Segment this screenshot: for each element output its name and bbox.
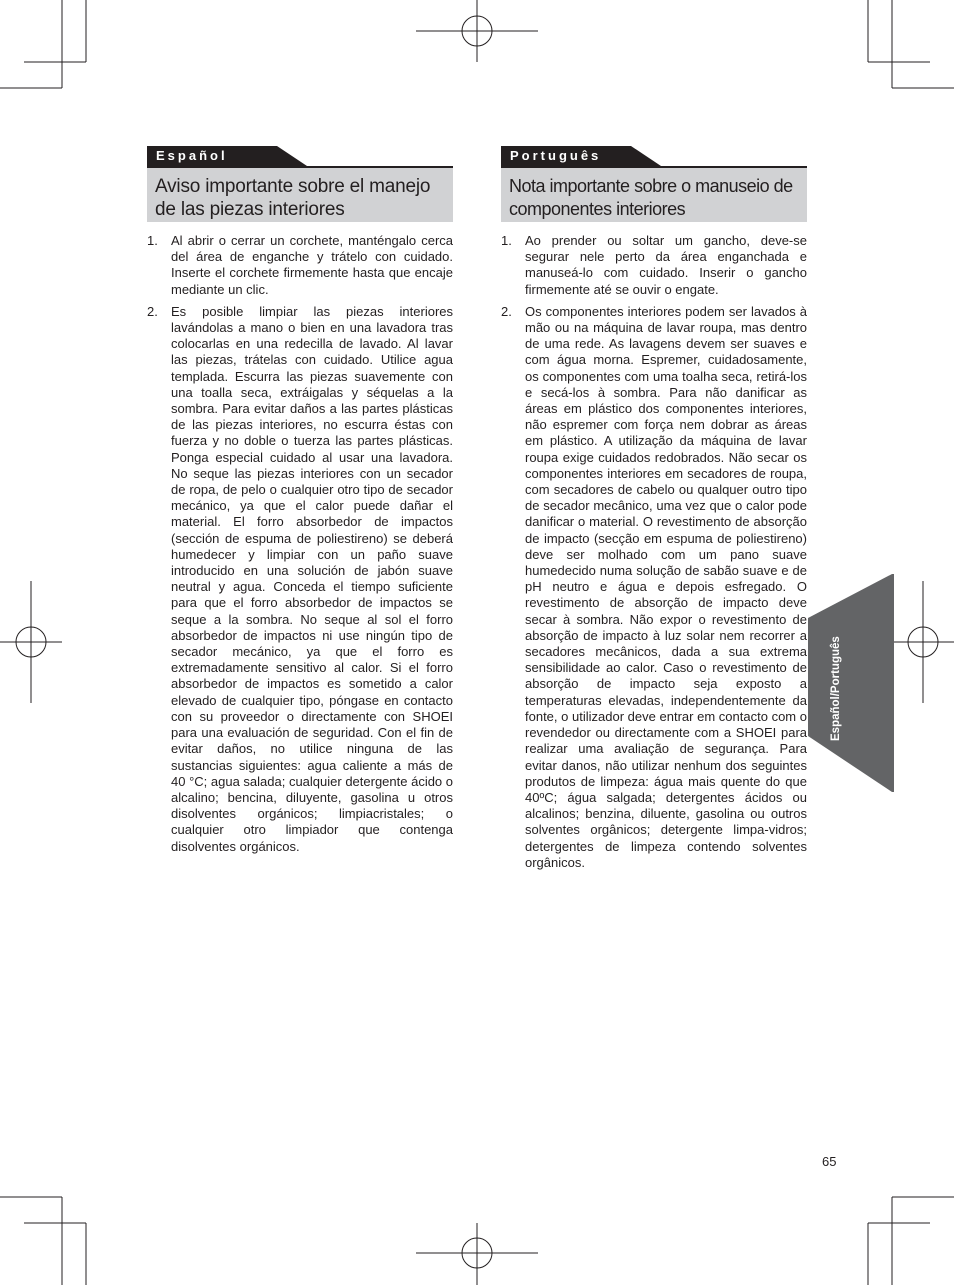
language-label: Português <box>510 148 602 163</box>
spanish-section <box>147 146 453 861</box>
item-text: Al abrir o cerrar un corchete, manténgalo cerca del área de enganche y trátelo con cuidado. Inserte el corchete firmemente hasta que encaje mediante un clic. <box>171 233 453 297</box>
page-number: 65 <box>822 1154 837 1169</box>
section-heading-box <box>147 166 453 222</box>
item-text: Es posible limpiar las piezas interiores lavándolas a mano o bien en una lavadora tras colocarlas en una redecilla de lavado. Al lavar las piezas, trátelas con cuidado. Utilice agua templada. Escurra las piezas suavemente con una toalla seca, extráigalas y séquelas a la sombra. Para evitar daños a las partes plásticas de las piezas interiores, no escurra éstas con fuerza y no doble o tuerza las partes plásticas. Ponga especial cuidado al usar una lavadora. No seque las piezas interiores con un secador de ropa, de pelo o cualquier otro tipo de secador mecánico, ya que el calor puede dañar el material. El forro absorbedor de impactos (sección de espuma de poliestireno) se deberá humedecer y limpiar con un paño suave introducido en una solución de jabón suave neutral y agua. Conceda el tiempo suficiente para que el forro absorbedor de impactos se seque a la sombra. No seque al sol el forro absorbedor de impactos ni use ningún tipo de secador mecánico, ya que el forro es extremadamente sensitivo al calor. Si el forro absorbedor de impactos es sometido a calor elevado de cualquier tipo, póngase en contacto con su proveedor o directamente con SHOEI para una evaluación de seguridad. Con el fin de evitar daños, no utilice ninguna de las sustancias siguientes: agua caliente a más de 40 °C; agua salada; cualquier detergente ácido o alcalino; bencina, diluyente, gasolina u otros disolventes orgánicos; limpiacristales; o cualquier otro limpiador que contenga disolventes orgánicos. <box>171 303 454 854</box>
list-item <box>147 233 453 298</box>
side-tab-shape <box>808 574 894 792</box>
item-number: 2. <box>147 303 158 319</box>
language-label: Español <box>156 148 228 163</box>
item-text: Os componentes interiores podem ser lavados à mão ou na máquina de lavar roupa, mas dentro de uma rede. As lavagens devem ser suaves e com água morna. Espremer, cuidadosamente, os componentes com uma toalha seca, retirá-los e secá-los à sombra. Para não danificar as áreas em plástico dos componentes interiores, não espremer com força nem dobrar as áreas em plástico. A utilização da máquina de lavar roupa exige cuidados redobrados. Não secar os componentes interiores em secadores de roupa, com secadores de cabelo ou qualquer outro tipo de secador mecânico, uma vez que o calor pode danificar o material. O revestimento de absorção de impacto (secção em espuma de poliestireno) deve ser molhado com um pano suave humedecido numa solução de sabão suave e de pH neutro e água e depois esfregado. O revestimento de absorção de impacto deve secar à sombra. Não expor o revestimento de absorção de impacto à luz solar nem recorrer a secadores mecânicos, dada a sua extrema sensibilidade ao calor. Caso o revestimento de absorção de impacto seja exposto a temperaturas elevadas, independentemente da fonte, o utilizador deve entrar em contacto com o revendedor ou directamente com a SHOEI para realizar uma avaliação de segurança. Para evitar danos, não utilizar nenhum dos seguintes produtos de limpeza: água mais quente do que 40ºC; água salgada; detergentes ácidos ou alcalinos; benzina, diluente, gasolina ou outros solventes orgânicos; detergente limpa-vidros; detergentes de limpeza contendo solventes orgânicos. <box>525 303 807 870</box>
item-number: 1. <box>147 233 158 248</box>
instruction-list <box>147 233 453 855</box>
section-title: Aviso importante sobre el manejo de las piezas interiores <box>155 176 431 220</box>
portuguese-section <box>501 146 807 877</box>
side-thumb-tab <box>808 574 894 792</box>
section-title: Nota importante sobre o manuseio de componentes interiores <box>509 176 793 219</box>
instruction-list <box>501 233 807 871</box>
item-number: 2. <box>501 303 512 319</box>
side-tab-label: Español/Português <box>830 636 842 741</box>
list-item <box>501 233 807 298</box>
item-text: Ao prender ou soltar um gancho, deve-se segurar nele perto da área enganchada e manuseá-lo com cuidado. Inserir o gancho firmemente até se ouvir o engate. <box>525 233 807 297</box>
item-number: 1. <box>501 233 512 248</box>
section-heading-box <box>501 166 807 222</box>
list-item <box>501 304 807 871</box>
list-item <box>147 304 453 855</box>
language-tab-spanish <box>147 146 307 166</box>
language-tab-portuguese <box>501 146 661 166</box>
